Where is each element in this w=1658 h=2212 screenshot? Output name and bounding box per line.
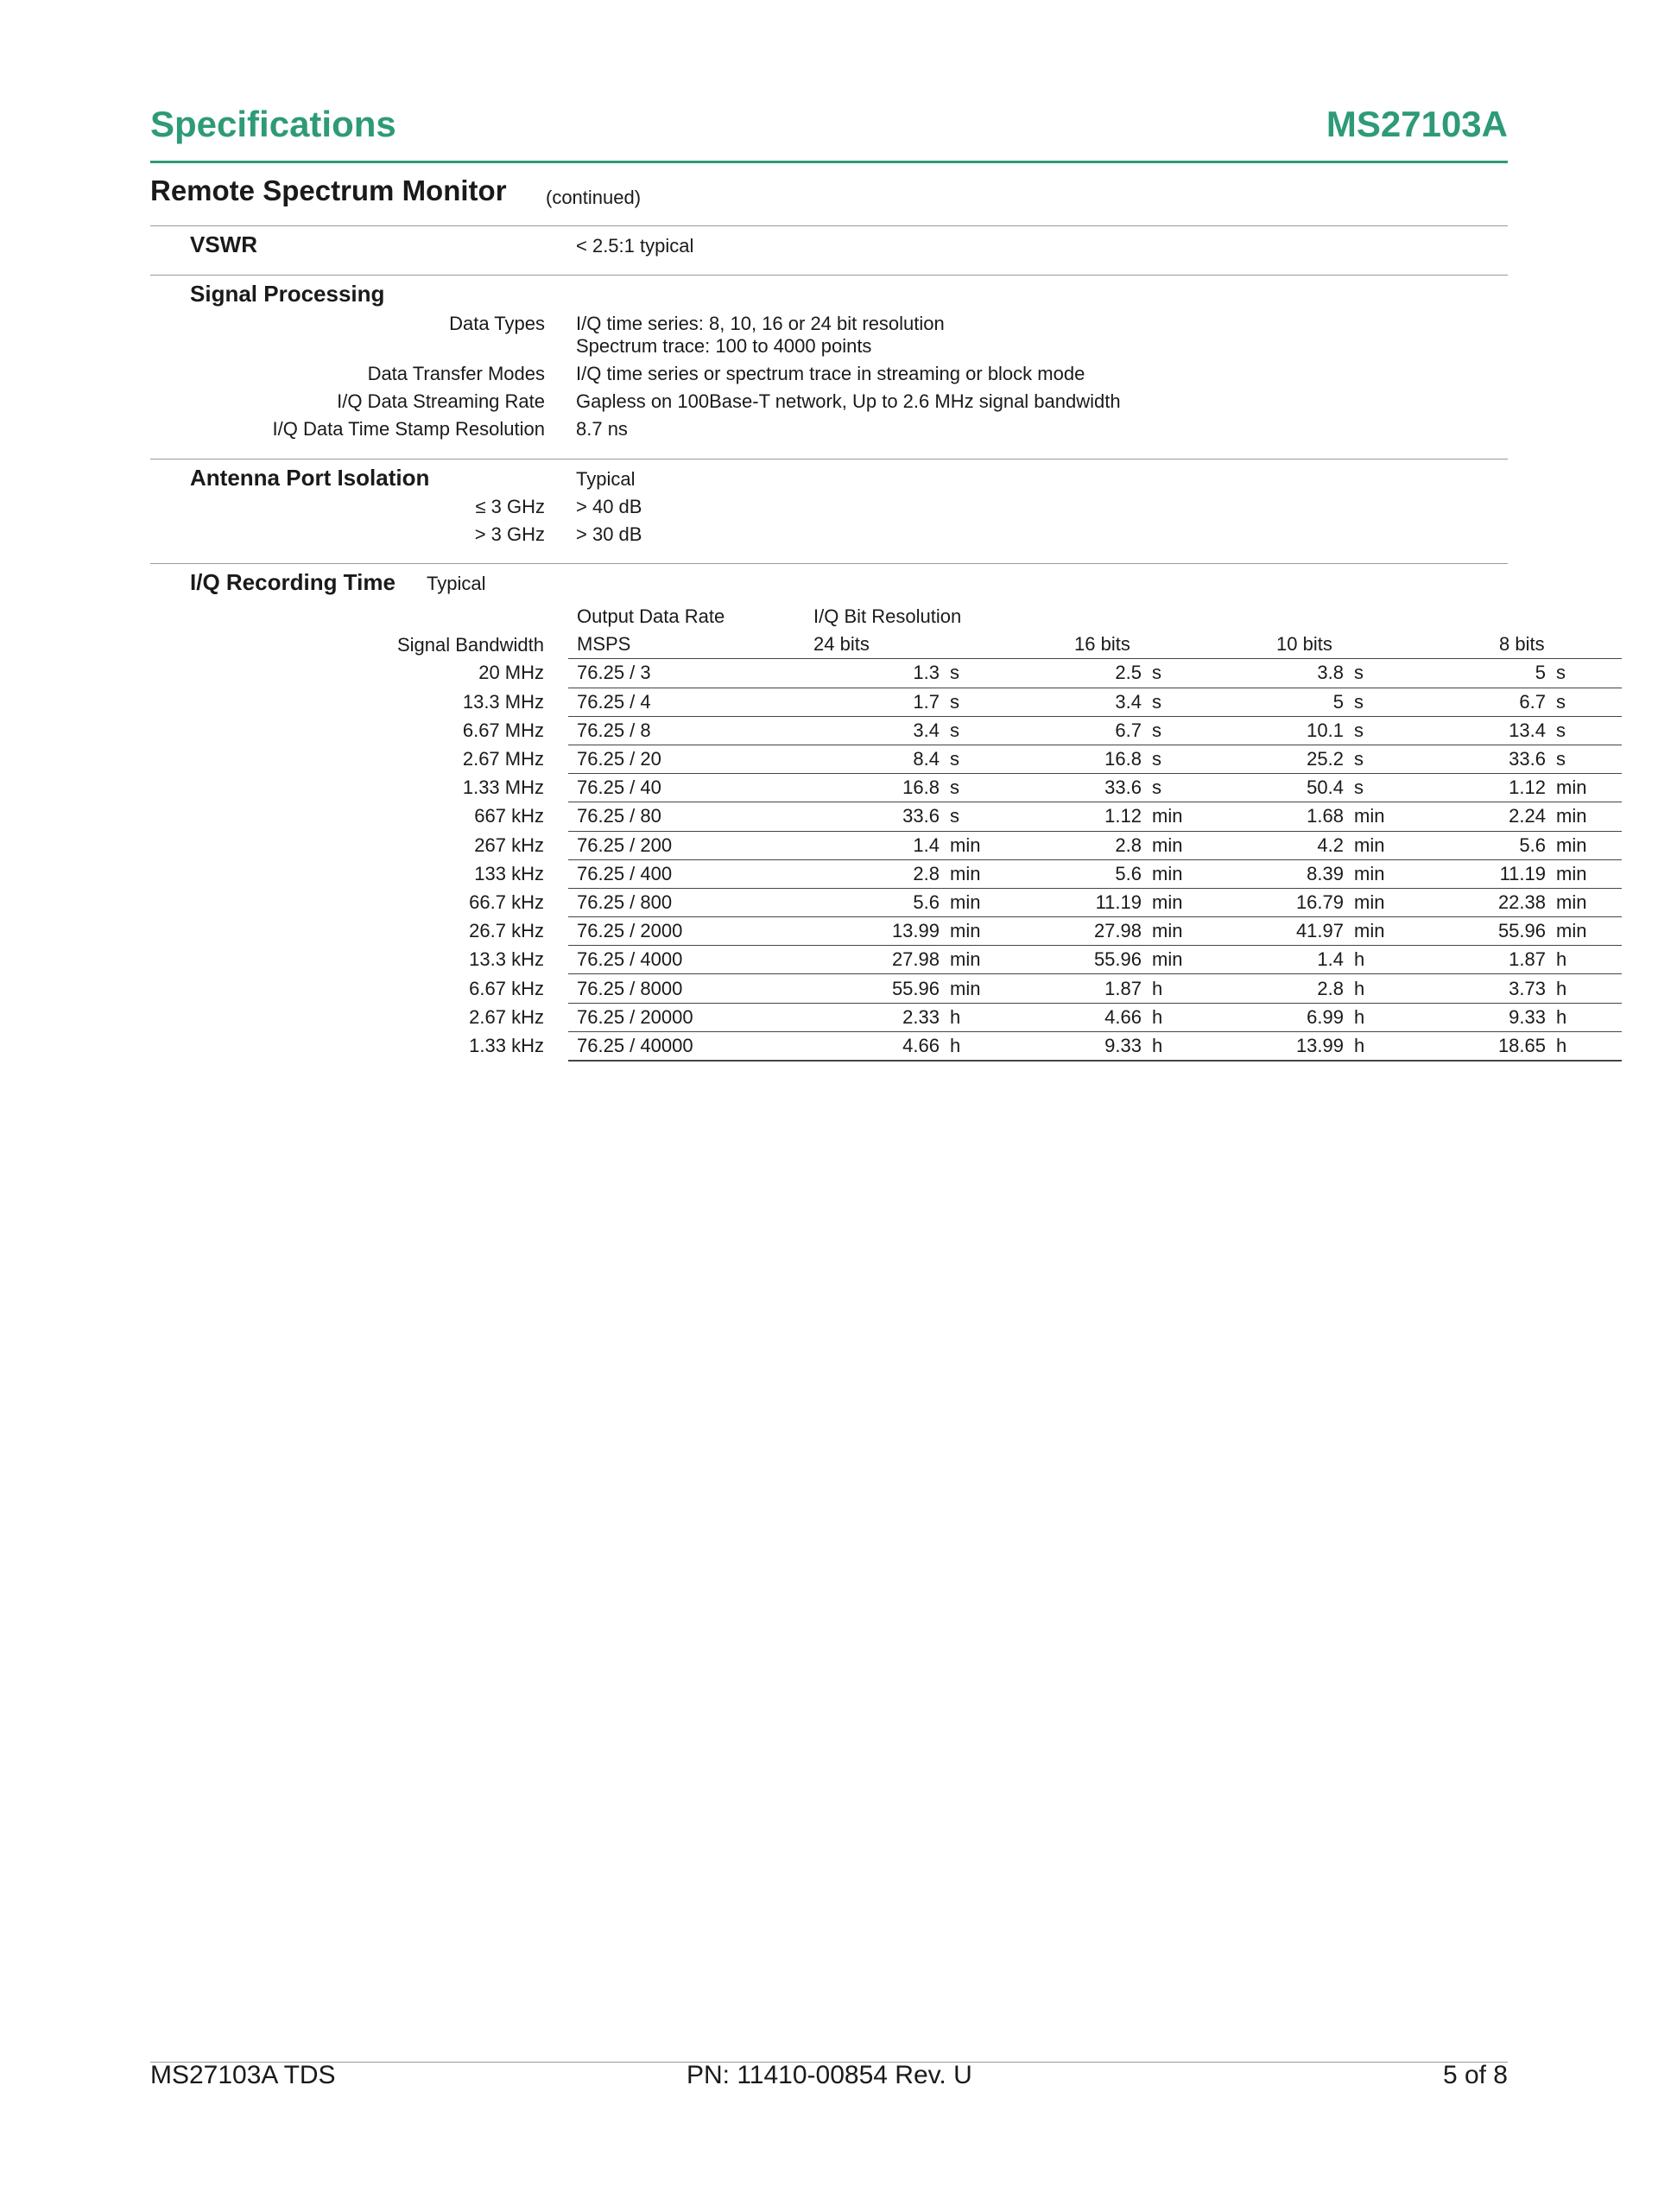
time-value-cell: 13.99 (1218, 1031, 1344, 1061)
rate-cell: 76.25 / 8 (568, 716, 813, 745)
time-unit-cell: min (1142, 946, 1218, 974)
transfer-modes-value: I/Q time series or spectrum trace in streaming or block mode (576, 363, 1085, 384)
time-unit-cell: h (1344, 974, 1420, 1003)
time-unit-cell: min (1344, 917, 1420, 946)
time-unit-cell: min (1344, 859, 1420, 888)
time-value-cell: 2.8 (1218, 974, 1344, 1003)
rate-cell: 76.25 / 40 (568, 774, 813, 802)
time-value-cell: 2.33 (813, 1003, 940, 1031)
table-row (190, 745, 1622, 773)
time-value-cell: 6.99 (1218, 1003, 1344, 1031)
time-value-cell: 5.6 (1420, 831, 1546, 859)
antenna-typical: Typical (576, 468, 636, 490)
time-value-cell: 8.39 (1218, 859, 1344, 888)
time-unit-cell: min (1344, 888, 1420, 916)
time-unit-cell: s (1546, 659, 1622, 688)
time-value-cell: 2.24 (1420, 802, 1546, 831)
time-value-cell: 6.7 (1420, 688, 1546, 716)
data-types-value-1: I/Q time series: 8, 10, 16 or 24 bit resolution (576, 313, 945, 334)
divider (150, 225, 1508, 226)
section-title: Remote Spectrum Monitor (150, 174, 507, 206)
model-number: MS27103A (1326, 104, 1508, 144)
bits-24-header: 24 bits (813, 631, 1016, 659)
time-unit-cell: s (1546, 688, 1622, 716)
time-value-cell: 1.87 (1420, 946, 1546, 974)
time-unit-cell: min (1344, 831, 1420, 859)
divider (150, 275, 1508, 276)
time-unit-cell: min (1142, 917, 1218, 946)
time-unit-cell: h (1546, 974, 1622, 1003)
time-value-cell: 2.5 (1016, 659, 1142, 688)
time-value-cell: 41.97 (1218, 917, 1344, 946)
footer-doc: MS27103A TDS (150, 2061, 336, 2089)
time-unit-cell: s (940, 774, 1016, 802)
time-unit-cell: h (1344, 1003, 1420, 1031)
antenna-high-value: > 30 dB (576, 523, 642, 545)
timestamp-value: 8.7 ns (576, 418, 628, 440)
time-unit-cell: min (1546, 802, 1622, 831)
time-unit-cell: s (940, 716, 1016, 745)
iq-recording-table (190, 603, 1622, 1062)
time-unit-cell: min (1344, 802, 1420, 831)
bandwidth-cell: 2.67 kHz (469, 1005, 544, 1028)
timestamp-label: I/Q Data Time Stamp Resolution (272, 418, 545, 440)
time-value-cell: 2.8 (1016, 831, 1142, 859)
rate-cell: 76.25 / 40000 (568, 1031, 813, 1061)
time-value-cell: 3.4 (1016, 688, 1142, 716)
time-value-cell: 2.8 (813, 859, 940, 888)
time-unit-cell: h (1142, 1003, 1218, 1031)
time-value-cell: 16.8 (813, 774, 940, 802)
time-value-cell: 1.3 (813, 659, 940, 688)
rate-cell: 76.25 / 400 (568, 859, 813, 888)
bandwidth-cell: 1.33 kHz (469, 1035, 544, 1057)
rate-cell: 76.25 / 8000 (568, 974, 813, 1003)
time-unit-cell: s (1344, 774, 1420, 802)
time-value-cell: 13.4 (1420, 716, 1546, 745)
time-unit-cell: min (940, 888, 1016, 916)
time-unit-cell: min (1546, 859, 1622, 888)
rate-cell: 76.25 / 20 (568, 745, 813, 773)
footer-part-number: PN: 11410-00854 Rev. U (687, 2061, 972, 2089)
time-value-cell: 1.4 (1218, 946, 1344, 974)
time-value-cell: 5.6 (1016, 859, 1142, 888)
time-unit-cell: s (940, 802, 1016, 831)
time-unit-cell: s (1344, 659, 1420, 688)
bandwidth-cell: 13.3 kHz (469, 948, 544, 971)
time-value-cell: 1.12 (1420, 774, 1546, 802)
antenna-low-value: > 40 dB (576, 496, 642, 517)
divider (150, 459, 1508, 460)
time-unit-cell: h (940, 1003, 1016, 1031)
rate-cell: 76.25 / 4000 (568, 946, 813, 974)
time-value-cell: 9.33 (1016, 1031, 1142, 1061)
rate-cell: 76.25 / 4 (568, 688, 813, 716)
time-value-cell: 3.8 (1218, 659, 1344, 688)
time-value-cell: 1.4 (813, 831, 940, 859)
bits-8-header: 8 bits (1420, 631, 1622, 659)
time-unit-cell: s (1344, 716, 1420, 745)
output-data-rate-header: Output Data Rate (577, 605, 725, 628)
table-row (190, 888, 1622, 916)
table-row (190, 917, 1622, 946)
time-unit-cell: min (940, 946, 1016, 974)
bit-resolution-header: I/Q Bit Resolution (813, 605, 962, 628)
time-value-cell: 25.2 (1218, 745, 1344, 773)
time-value-cell: 3.4 (813, 716, 940, 745)
time-unit-cell: h (1546, 946, 1622, 974)
time-unit-cell: min (1546, 888, 1622, 916)
time-value-cell: 13.99 (813, 917, 940, 946)
time-value-cell: 22.38 (1420, 888, 1546, 916)
time-unit-cell: s (1142, 774, 1218, 802)
antenna-low-label: ≤ 3 GHz (475, 496, 545, 517)
time-unit-cell: min (1142, 859, 1218, 888)
bandwidth-cell: 6.67 kHz (469, 977, 544, 999)
time-unit-cell: min (1142, 831, 1218, 859)
time-unit-cell: s (1142, 745, 1218, 773)
table-row (190, 974, 1622, 1003)
bandwidth-cell: 66.7 kHz (469, 891, 544, 913)
rate-cell: 76.25 / 20000 (568, 1003, 813, 1031)
vswr-label: VSWR (190, 231, 257, 257)
antenna-high-label: > 3 GHz (474, 523, 545, 545)
bits-10-header: 10 bits (1218, 631, 1420, 659)
table-row (190, 688, 1622, 716)
time-unit-cell: min (940, 859, 1016, 888)
divider (150, 563, 1508, 564)
rate-cell: 76.25 / 200 (568, 831, 813, 859)
time-value-cell: 16.8 (1016, 745, 1142, 773)
bandwidth-cell: 1.33 MHz (462, 776, 544, 799)
time-value-cell: 4.66 (1016, 1003, 1142, 1031)
time-unit-cell: s (1344, 688, 1420, 716)
bandwidth-cell: 6.67 MHz (462, 719, 544, 741)
time-value-cell: 55.96 (1420, 917, 1546, 946)
time-unit-cell: min (1142, 888, 1218, 916)
time-value-cell: 18.65 (1420, 1031, 1546, 1061)
time-value-cell: 5 (1218, 688, 1344, 716)
time-value-cell: 50.4 (1218, 774, 1344, 802)
time-unit-cell: min (1142, 802, 1218, 831)
time-unit-cell: h (1344, 1031, 1420, 1061)
rate-cell: 76.25 / 800 (568, 888, 813, 916)
bandwidth-cell: 267 kHz (474, 833, 544, 856)
time-unit-cell: s (1344, 745, 1420, 773)
bandwidth-cell: 2.67 MHz (462, 748, 544, 770)
time-value-cell: 6.7 (1016, 716, 1142, 745)
time-value-cell: 11.19 (1016, 888, 1142, 916)
section-continued: (continued) (546, 187, 642, 208)
bandwidth-cell: 13.3 MHz (462, 690, 544, 713)
rate-cell: 76.25 / 3 (568, 659, 813, 688)
signal-bandwidth-header: Signal Bandwidth (396, 633, 544, 656)
table-row (190, 859, 1622, 888)
table-row (190, 659, 1622, 688)
time-unit-cell: s (1546, 716, 1622, 745)
time-value-cell: 5 (1420, 659, 1546, 688)
time-value-cell: 27.98 (813, 946, 940, 974)
time-unit-cell: s (1142, 688, 1218, 716)
time-value-cell: 55.96 (813, 974, 940, 1003)
time-value-cell: 27.98 (1016, 917, 1142, 946)
streaming-rate-value: Gapless on 100Base-T network, Up to 2.6 MHz signal bandwidth (576, 390, 1121, 412)
footer-page: 5 of 8 (1442, 2061, 1508, 2089)
time-unit-cell: s (1142, 716, 1218, 745)
time-value-cell: 8.4 (813, 745, 940, 773)
time-unit-cell: h (940, 1031, 1016, 1061)
table-row (190, 1031, 1622, 1061)
time-unit-cell: h (1344, 946, 1420, 974)
time-unit-cell: h (1142, 1031, 1218, 1061)
time-value-cell: 1.87 (1016, 974, 1142, 1003)
signal-processing-label: Signal Processing (190, 281, 385, 307)
bandwidth-cell: 133 kHz (474, 862, 544, 884)
data-types-value-2: Spectrum trace: 100 to 4000 points (576, 335, 872, 357)
iq-recording-typical: Typical (427, 573, 486, 594)
bandwidth-cell: 667 kHz (474, 805, 544, 827)
time-unit-cell: min (1546, 774, 1622, 802)
time-value-cell: 4.2 (1218, 831, 1344, 859)
time-unit-cell: min (940, 917, 1016, 946)
time-value-cell: 11.19 (1420, 859, 1546, 888)
table-row (190, 716, 1622, 745)
time-value-cell: 33.6 (1420, 745, 1546, 773)
time-unit-cell: s (940, 659, 1016, 688)
header-divider (150, 161, 1508, 163)
time-value-cell: 55.96 (1016, 946, 1142, 974)
time-value-cell: 1.68 (1218, 802, 1344, 831)
bandwidth-cell: 20 MHz (478, 662, 544, 684)
vswr-value: < 2.5:1 typical (576, 235, 694, 257)
data-types-label: Data Types (449, 313, 545, 334)
table-row (190, 802, 1622, 831)
bits-16-header: 16 bits (1016, 631, 1218, 659)
time-unit-cell: min (1546, 831, 1622, 859)
time-unit-cell: h (1546, 1031, 1622, 1061)
time-unit-cell: s (1142, 659, 1218, 688)
time-value-cell: 5.6 (813, 888, 940, 916)
time-value-cell: 33.6 (813, 802, 940, 831)
streaming-rate-label: I/Q Data Streaming Rate (337, 390, 545, 412)
time-value-cell: 3.73 (1420, 974, 1546, 1003)
time-value-cell: 1.12 (1016, 802, 1142, 831)
time-unit-cell: s (940, 688, 1016, 716)
time-unit-cell: h (1546, 1003, 1622, 1031)
time-value-cell: 9.33 (1420, 1003, 1546, 1031)
time-value-cell: 16.79 (1218, 888, 1344, 916)
msps-header: MSPS (568, 631, 813, 659)
time-value-cell: 10.1 (1218, 716, 1344, 745)
time-unit-cell: s (1546, 745, 1622, 773)
antenna-isolation-label: Antenna Port Isolation (190, 465, 430, 491)
iq-recording-label: I/Q Recording Time (190, 569, 396, 595)
time-unit-cell: min (940, 831, 1016, 859)
time-value-cell: 33.6 (1016, 774, 1142, 802)
table-row (190, 831, 1622, 859)
time-value-cell: 1.7 (813, 688, 940, 716)
table-row (190, 774, 1622, 802)
transfer-modes-label: Data Transfer Modes (367, 363, 545, 384)
rate-cell: 76.25 / 80 (568, 802, 813, 831)
rate-cell: 76.25 / 2000 (568, 917, 813, 946)
bandwidth-cell: 26.7 kHz (469, 920, 544, 942)
time-unit-cell: min (1546, 917, 1622, 946)
time-unit-cell: s (940, 745, 1016, 773)
time-unit-cell: min (940, 974, 1016, 1003)
time-unit-cell: h (1142, 974, 1218, 1003)
table-row (190, 946, 1622, 974)
time-value-cell: 4.66 (813, 1031, 940, 1061)
table-row (190, 1003, 1622, 1031)
page-title: Specifications (150, 104, 396, 144)
